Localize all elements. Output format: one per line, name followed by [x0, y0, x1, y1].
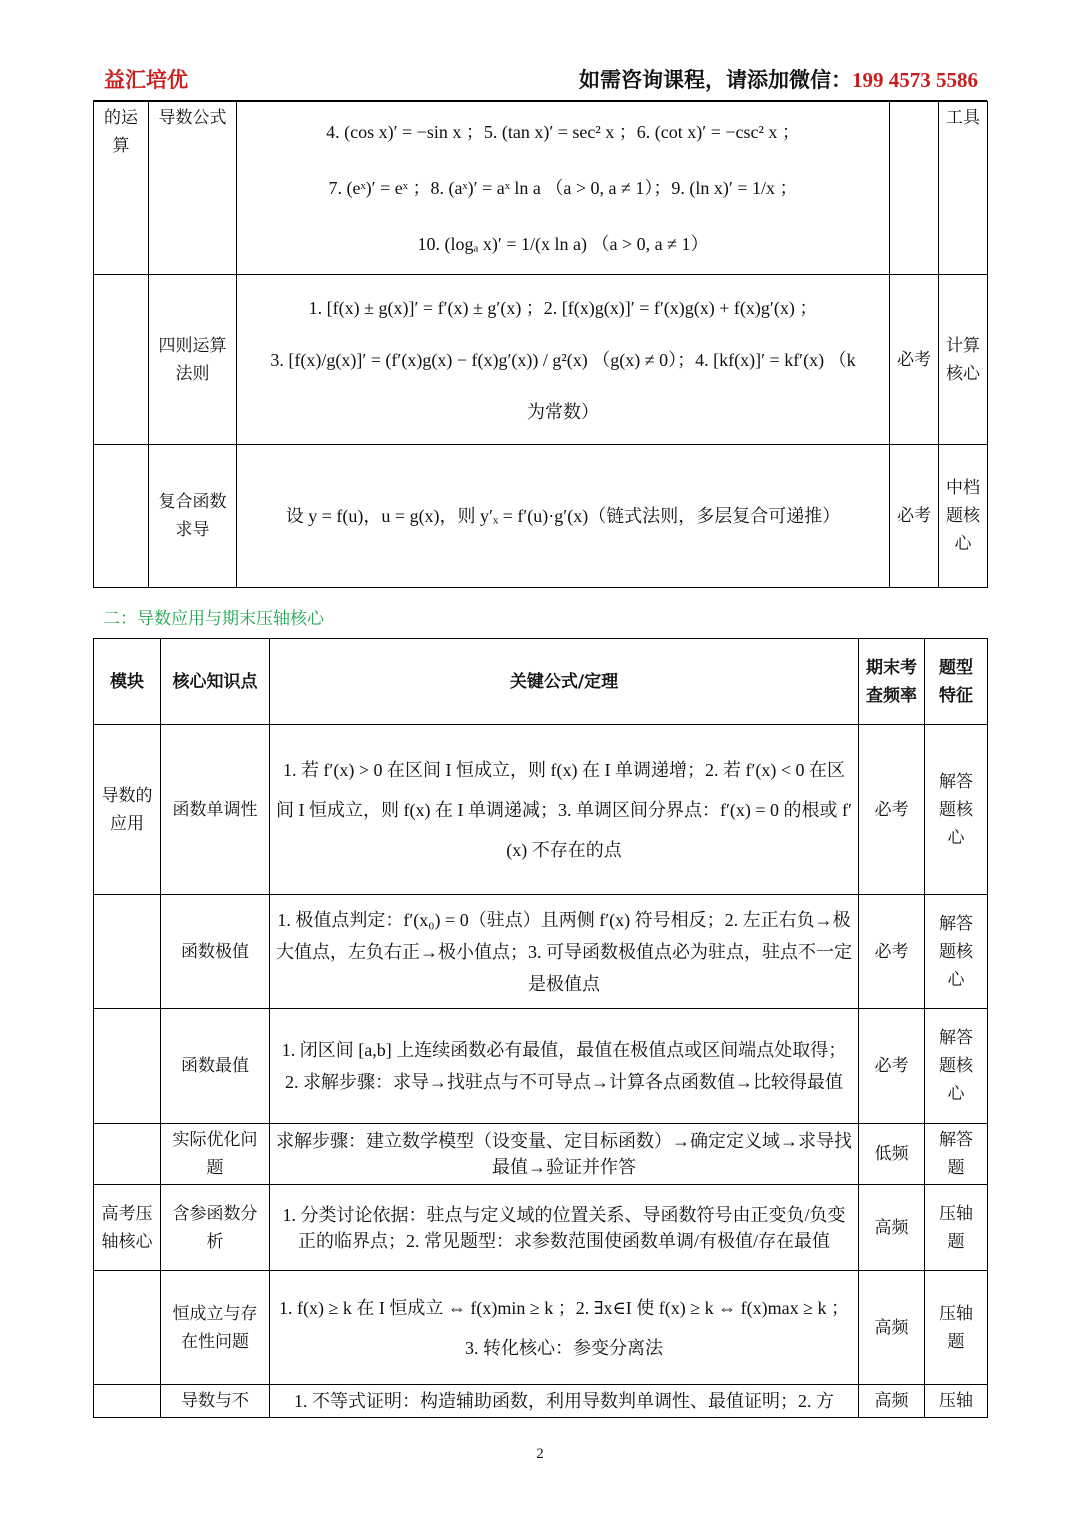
formula-line: 为常数）	[527, 401, 599, 422]
column-header-module: 模块	[94, 639, 161, 725]
table-row	[94, 102, 988, 275]
formula-cell: 1. 不等式证明：构造辅助函数，利用导数判单调性、最值证明；2. 方	[270, 1385, 859, 1418]
frequency-cell: 高频	[859, 1185, 925, 1271]
topic-cell: 复合函数求导	[149, 445, 237, 588]
topic-cell: 四则运算法则	[149, 275, 237, 445]
formula-line: 设 y = f(u)，u = g(x)，则 y′ₓ = f′(u)·g′(x)（链式法则，多层复合可递推）	[285, 506, 841, 526]
frequency-cell: 低频	[859, 1124, 925, 1185]
topic-cell: 导数公式	[149, 102, 237, 275]
module-cell	[94, 445, 149, 588]
page-number: 2	[536, 1446, 544, 1462]
table-header-row	[94, 639, 988, 725]
frequency-cell	[890, 102, 939, 275]
table-row	[94, 1009, 988, 1124]
topic-cell: 导数与不	[161, 1385, 270, 1418]
module-cell: 的运算	[94, 102, 149, 275]
frequency-cell: 高频	[859, 1271, 925, 1385]
formula-line: 3. [f(x)/g(x)]′ = (f′(x)g(x) − f(x)g′(x)) / g²(x) （g(x) ≠ 0）；4. [kf(x)]′ = kf′(x) （k	[270, 349, 856, 370]
type-cell: 解答题核心	[925, 725, 988, 895]
type-cell: 计算核心	[939, 275, 988, 445]
module-cell: 导数的应用	[94, 725, 161, 895]
topic-cell: 函数最值	[161, 1009, 270, 1124]
formula-cell: 1. 闭区间 [a,b] 上连续函数必有最值，最值在极值点或区间端点处取得；2. 求解步骤：求导→找驻点与不可导点→计算各点函数值→比较得最值	[270, 1009, 859, 1124]
formula-cell	[237, 445, 890, 588]
table-row	[94, 445, 988, 588]
formula-line: 10. (logₐ x)′ = 1/(x ln a) （a > 0, a ≠ 1）	[417, 234, 709, 254]
topic-cell: 恒成立与存在性问题	[161, 1271, 270, 1385]
contact-phone: 199 4573 5586	[852, 68, 978, 92]
table-row	[94, 1185, 988, 1271]
column-header-topic: 核心知识点	[161, 639, 270, 725]
formula-line: 1. [f(x) ± g(x)]′ = f′(x) ± g′(x) ；2. [f(x)g(x)]′ = f′(x)g(x) + f(x)g′(x) ；	[308, 297, 818, 318]
module-cell	[94, 1009, 161, 1124]
frequency-cell: 必考	[890, 275, 939, 445]
formula-cell: 1. 分类讨论依据：驻点与定义域的位置关系、导函数符号由正变负/负变正的临界点；2. 常见题型：求参数范围使函数单调/有极值/存在最值	[270, 1185, 859, 1271]
formula-cell: 1. f(x) ≥ k 在 I 恒成立 ⇔ f(x)min ≥ k ；2. ∃x∈I 使 f(x) ≥ k ⇔ f(x)max ≥ k ；3. 转化核心：参变分离法	[270, 1271, 859, 1385]
table-row	[94, 1385, 988, 1418]
topic-cell: 函数极值	[161, 895, 270, 1009]
column-header-frequency: 期末考查频率	[859, 639, 925, 725]
type-cell: 解答题核心	[925, 1009, 988, 1124]
frequency-cell: 必考	[859, 725, 925, 895]
frequency-cell: 高频	[859, 1385, 925, 1418]
table-row	[94, 1271, 988, 1385]
formula-cell: 1. 极值点判定：f′(x₀) = 0（驻点）且两侧 f′(x) 符号相反；2. 左正右负→极大值点，左负右正→极小值点；3. 可导函数极值点必为驻点，驻点不一定是极值点	[270, 895, 859, 1009]
formula-cell: 求解步骤：建立数学模型（设变量、定目标函数）→确定定义域→求导找最值→验证并作答	[270, 1124, 859, 1185]
module-cell	[94, 1271, 161, 1385]
type-cell: 工具	[939, 102, 988, 275]
module-cell	[94, 1124, 161, 1185]
frequency-cell: 必考	[859, 895, 925, 1009]
table-row	[94, 1124, 988, 1185]
derivative-application-table	[93, 638, 988, 1418]
column-header-formula: 关键公式/定理	[270, 639, 859, 725]
derivative-rules-table	[93, 101, 988, 588]
contact-prefix: 如需咨询课程，请添加微信：	[579, 68, 852, 92]
module-cell	[94, 1385, 161, 1418]
module-cell	[94, 275, 149, 445]
type-cell: 压轴题	[925, 1185, 988, 1271]
topic-cell: 函数单调性	[161, 725, 270, 895]
type-cell: 压轴	[925, 1385, 988, 1418]
table-row	[94, 275, 988, 445]
formula-line: 4. (cos x)′ = −sin x ；5. (tan x)′ = sec² x ；6. (cot x)′ = −csc² x ；	[326, 122, 800, 142]
formula-cell: 1. 若 f′(x) > 0 在区间 I 恒成立，则 f(x) 在 I 单调递增；2. 若 f′(x) < 0 在区间 I 恒成立，则 f(x) 在 I 单调递减；3. 单调区间分界点：f′(x) = 0 的根或 f′(x) 不存在的点	[270, 725, 859, 895]
table-row	[94, 725, 988, 895]
type-cell: 解答题核心	[925, 895, 988, 1009]
frequency-cell: 必考	[859, 1009, 925, 1124]
module-cell: 高考压轴核心	[94, 1185, 161, 1271]
section-title: 二：导数应用与期末压轴核心	[103, 609, 324, 629]
formula-line: 7. (eˣ)′ = eˣ ；8. (aˣ)′ = aˣ ln a （a > 0, a ≠ 1）；9. (ln x)′ = 1/x ；	[328, 178, 798, 198]
frequency-cell: 必考	[890, 445, 939, 588]
topic-cell: 含参函数分析	[161, 1185, 270, 1271]
formula-cell	[237, 275, 890, 445]
type-cell: 解答题	[925, 1124, 988, 1185]
contact-info	[579, 64, 978, 94]
column-header-type: 题型特征	[925, 639, 988, 725]
table-row	[94, 895, 988, 1009]
formula-cell	[237, 102, 890, 275]
type-cell: 中档题核心	[939, 445, 988, 588]
type-cell: 压轴题	[925, 1271, 988, 1385]
brand-title: 益汇培优	[104, 68, 188, 92]
topic-cell: 实际优化问题	[161, 1124, 270, 1185]
module-cell	[94, 895, 161, 1009]
